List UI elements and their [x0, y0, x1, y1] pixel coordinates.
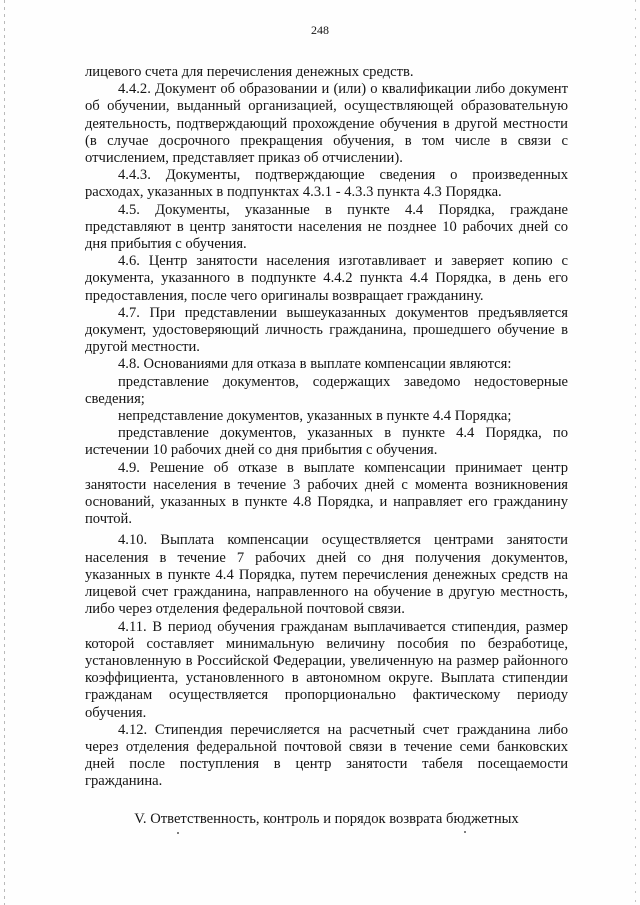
paragraph-4-12: 4.12. Стипендия перечисляется на расчетный счет гражданина либо через отделения федеральной почтовой связи в течение семи банковских дней после поступления в центр занятости табеля посещаемости гражданина. [85, 721, 568, 790]
document-body [85, 64, 568, 828]
paragraph-4-8: 4.8. Основаниями для отказа в выплате компенсации являются: [118, 356, 512, 373]
paragraph-4-5: 4.5. Документы, указанные в пункте 4.4 Порядка, граждане представляют в центр занятости населения не позднее 10 рабочих дней со дня прибытия с обучения. [85, 201, 568, 253]
paragraph-4-11: 4.11. В период обучения гражданам выплачивается стипендия, размер которой составляет минимальную величину пособия по безработице, установленную в Российской Федерации, увеличенную на размер районного коэффициента, установленного в автономном округе. Выплата стипендии гражданам осуществляется пропорционально фактическому периоду обучения. [85, 618, 568, 721]
paragraph-4-8-item-3: представление документов, указанных в пункте 4.4 Порядка, по истечении 10 рабочих дней со дня прибытия с обучения. [85, 425, 568, 459]
paragraph-4-6: 4.6. Центр занятости населения изготавливает и заверяет копию с документа, указанного в подпункте 4.4.2 пункта 4.4 Порядка, в день его предоставления, после чего оригиналы возвращает гражданину. [85, 253, 568, 304]
paragraph-continuation: лицевого счета для перечисления денежных средств. [85, 64, 414, 80]
paragraph-4-9: 4.9. Решение об отказе в выплате компенсации принимает центр занятости населения в течение 3 рабочих дней с момента возникновения оснований, указанных в пункте 4.8 Порядка, и направляет его гражданину почтой. [85, 459, 568, 528]
section-title: V. Ответственность, контроль и порядок возврата бюджетных [134, 810, 519, 827]
paragraph-4-4-3: 4.4.3. Документы, подтверждающие сведения о произведенных расходах, указанных в подпунктах 4.3.1 - 4.3.3 пункта 4.3 Порядка. [85, 167, 568, 201]
scan-speck [464, 831, 466, 833]
paragraph-4-8-item-2: непредставление документов, указанных в пункте 4.4 Порядка; [118, 408, 512, 425]
paragraph-4-7: 4.7. При представлении вышеуказанных документов предъявляется документ, удостоверяющий личность гражданина, прошедшего обучение в другой местности. [85, 304, 568, 356]
page-number: 248 [311, 23, 329, 37]
paragraph-4-8-item-1: представление документов, содержащих заведомо недостоверные сведения; [85, 373, 568, 407]
scan-speck [177, 832, 179, 834]
paragraph-4-4-2: 4.4.2. Документ об образовании и (или) о квалификации либо документ об обучении, выданный организацией, осуществляющей образовательную деятельность, подтверждающий прохождение обучения в другой местности (в случае досрочного прекращения обучения, в том числе в связи с отчислением, представляет приказ об отчислении). [85, 81, 568, 167]
scan-edge-left [4, 0, 5, 905]
paragraph-4-10: 4.10. Выплата компенсации осуществляется центрами занятости населения в течение 7 рабочих дней со дня получения документов, указанных в пункте 4.4 Порядка, путем перечисления денежных средств на лицевой счет гражданина, направленного на обучение в другую местность, либо через отделения федеральной почтовой связи. [85, 532, 568, 618]
scan-edge-right [635, 0, 636, 905]
